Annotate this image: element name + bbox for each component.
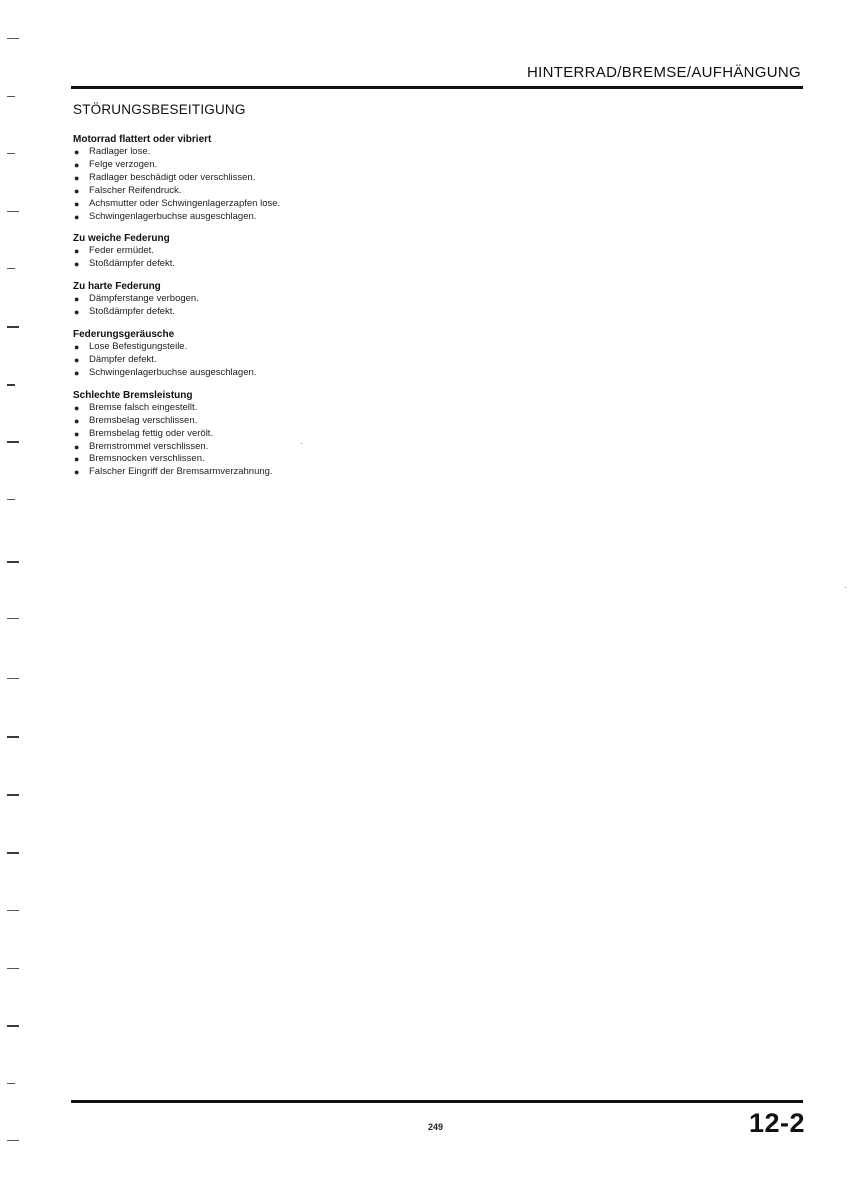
bullet-icon: ●: [74, 441, 80, 452]
edge-mark: [7, 561, 19, 563]
cause-list: [73, 402, 633, 479]
edge-mark: [7, 441, 19, 443]
cause-text: Bremsbelag verschlissen.: [89, 414, 198, 426]
scan-speck: [845, 587, 846, 588]
cause-item: [73, 367, 633, 380]
header-rule: [71, 86, 803, 89]
cause-text: Dämpferstange verbogen.: [89, 293, 199, 305]
symptom-group-poor-braking: [73, 389, 633, 479]
section-number: 12-2: [748, 1108, 805, 1138]
cause-text: Feder ermüdet.: [89, 245, 154, 257]
edge-mark: [7, 384, 15, 386]
edge-mark: [7, 736, 19, 738]
edge-mark: [7, 794, 19, 796]
bullet-icon: ●: [74, 259, 80, 270]
cause-text: Falscher Eingriff der Bremsarmverzahnung.: [89, 466, 273, 478]
bullet-icon: ●: [74, 402, 80, 413]
cause-item: [73, 341, 633, 354]
edge-mark: [7, 499, 15, 500]
edge-mark: [7, 153, 15, 154]
cause-item: [73, 428, 633, 441]
section-title: STÖRUNGSBESEITIGUNG: [73, 102, 246, 117]
bullet-icon: ●: [74, 467, 80, 478]
cause-text: Stoßdämpfer defekt.: [89, 306, 176, 318]
cause-list: [73, 146, 633, 223]
edge-mark: [7, 268, 15, 269]
cause-item: [73, 466, 633, 479]
cause-item: [73, 306, 633, 319]
edge-mark: [7, 1083, 15, 1084]
symptom-title: Schlechte Bremsleistung: [73, 389, 193, 401]
cause-text: Schwingenlagerbuchse ausgeschlagen.: [89, 210, 257, 222]
cause-text: Felge verzogen.: [89, 158, 158, 170]
bullet-icon: ●: [74, 211, 80, 222]
bullet-icon: ●: [74, 415, 80, 426]
cause-item: [73, 258, 633, 271]
cause-item: [73, 453, 633, 466]
edge-mark: [7, 968, 19, 969]
cause-text: Bremstrommel verschlissen.: [89, 440, 209, 452]
bullet-icon: ●: [74, 147, 80, 157]
edge-mark: [7, 618, 19, 619]
bullet-icon: ●: [74, 428, 80, 439]
cause-item: [73, 159, 633, 172]
symptom-title: Federungsgeräusche: [73, 329, 175, 341]
cause-list: [73, 245, 633, 271]
cause-item: [73, 293, 633, 306]
cause-item: [73, 185, 633, 198]
cause-list: [73, 341, 633, 380]
symptom-group-wobble: [73, 133, 633, 223]
edge-mark: [7, 1140, 19, 1141]
bullet-icon: ●: [74, 294, 80, 305]
edge-mark: [7, 678, 19, 679]
bullet-icon: ●: [74, 307, 80, 318]
cause-text: Lose Befestigungsteile.: [89, 341, 188, 353]
bullet-icon: ●: [74, 354, 80, 365]
cause-item: [73, 354, 633, 367]
edge-mark: [7, 326, 19, 328]
cause-text: Schwingenlagerbuchse ausgeschlagen.: [89, 366, 257, 378]
bullet-icon: ●: [74, 172, 80, 183]
cause-text: Dämpfer defekt.: [89, 353, 157, 365]
cause-text: Bremsbelag fettig oder verölt.: [89, 427, 214, 439]
cause-item: [73, 211, 633, 224]
edge-mark: [7, 38, 19, 39]
cause-text: Radlager beschädigt oder verschlissen.: [89, 171, 256, 183]
bullet-icon: ●: [74, 198, 80, 209]
footer-rule: [71, 1100, 803, 1103]
edge-mark: [7, 852, 19, 854]
cause-item: [73, 402, 633, 415]
symptom-group-soft-suspension: [73, 232, 633, 271]
cause-list: [73, 293, 633, 319]
edge-mark: [7, 1025, 19, 1027]
bullet-icon: ●: [74, 159, 80, 170]
edge-mark: [7, 96, 15, 97]
edge-mark: [7, 910, 19, 911]
cause-item: [73, 146, 633, 159]
edge-mark: [7, 211, 19, 212]
bullet-icon: ●: [74, 342, 80, 353]
chapter-header-title: HINTERRAD/BREMSE/AUFHÄNGUNG: [527, 64, 801, 81]
symptom-title: Motorrad flattert oder vibriert: [73, 134, 212, 145]
bullet-icon: ●: [74, 454, 80, 465]
symptom-title: Zu weiche Federung: [73, 233, 170, 245]
cause-item: [73, 415, 633, 428]
page-number: 249: [428, 1122, 444, 1132]
cause-item: [73, 245, 633, 258]
cause-text: Stoßdämpfer defekt.: [89, 258, 176, 270]
cause-text: Bremse falsch eingestellt.: [89, 401, 198, 413]
cause-text: Falscher Reifendruck.: [89, 184, 182, 196]
scan-speck: [301, 443, 302, 444]
symptom-group-suspension-noise: [73, 328, 633, 380]
troubleshooting-list: [73, 133, 633, 488]
symptom-group-hard-suspension: [73, 280, 633, 319]
cause-item: [73, 441, 633, 454]
bullet-icon: ●: [74, 246, 80, 257]
bullet-icon: ●: [74, 367, 80, 378]
cause-text: Achsmutter oder Schwingenlagerzapfen lose.: [89, 197, 281, 209]
bullet-icon: ●: [74, 185, 80, 196]
cause-text: Bremsnocken verschlissen.: [89, 453, 205, 465]
cause-item: [73, 172, 633, 185]
symptom-title: Zu harte Federung: [73, 281, 161, 293]
cause-text: Radlager lose.: [89, 146, 151, 157]
cause-item: [73, 198, 633, 211]
